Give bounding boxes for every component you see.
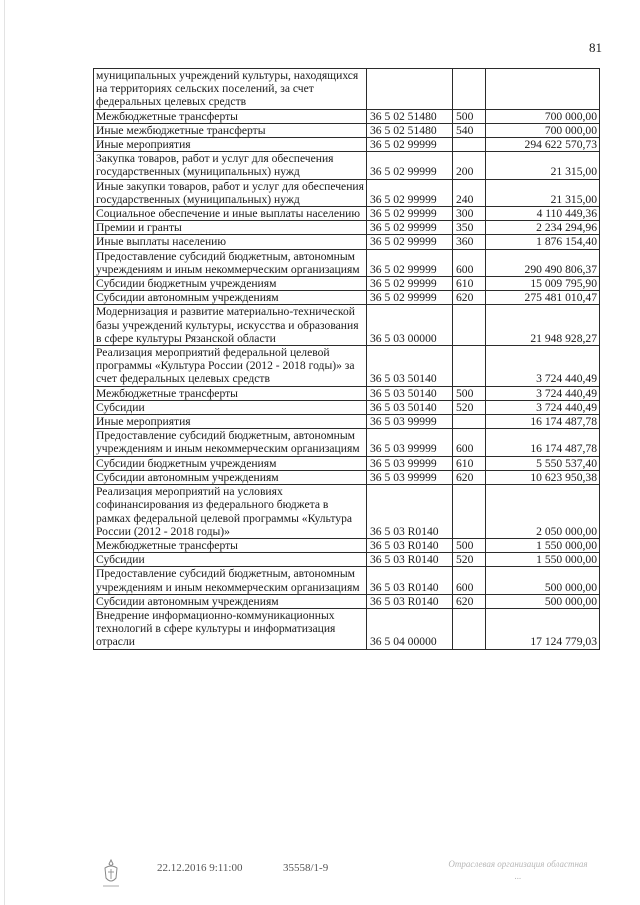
table-row xyxy=(94,470,600,484)
footer-date: 22.12.2016 9:11:00 xyxy=(157,862,243,874)
row-code-cell: 36 5 03 R0140 xyxy=(367,594,453,608)
table-row xyxy=(94,485,600,539)
row-sum-cell: 1 550 000,00 xyxy=(486,553,600,567)
row-code-cell: 36 5 03 R0140 xyxy=(367,485,453,539)
row-sum-cell: 3 724 440,49 xyxy=(486,386,600,400)
row-type-cell: 520 xyxy=(453,400,486,414)
row-type-cell xyxy=(453,415,486,429)
row-type-cell: 360 xyxy=(453,235,486,249)
row-sum-cell: 15 009 795,90 xyxy=(486,277,600,291)
row-sum-cell: 2 050 000,00 xyxy=(486,485,600,539)
row-code-cell: 36 5 03 00000 xyxy=(367,305,453,346)
table-row xyxy=(94,456,600,470)
table-row xyxy=(94,567,600,594)
row-name-cell: Иные закупки товаров, работ и услуг для обеспечения государственных (муниципальных) нужд xyxy=(94,179,367,206)
row-name-cell: Субсидии автономным учреждениям xyxy=(94,470,367,484)
row-sum-cell: 700 000,00 xyxy=(486,109,600,123)
table-row xyxy=(94,109,600,123)
row-name-cell: Межбюджетные трансферты xyxy=(94,538,367,552)
row-sum-cell: 3 724 440,49 xyxy=(486,346,600,387)
row-sum-cell: 500 000,00 xyxy=(486,594,600,608)
table-row xyxy=(94,207,600,221)
table-row xyxy=(94,386,600,400)
row-type-cell: 620 xyxy=(453,470,486,484)
row-sum-cell: 294 622 570,73 xyxy=(486,138,600,152)
row-type-cell: 500 xyxy=(453,538,486,552)
page-number: 81 xyxy=(589,40,602,55)
row-sum-cell: 290 490 806,37 xyxy=(486,249,600,276)
row-code-cell: 36 5 02 99999 xyxy=(367,235,453,249)
table-row xyxy=(94,235,600,249)
table-row xyxy=(94,415,600,429)
row-name-cell: муниципальных учреждений культуры, находящихся на территориях сельских поселений, за счет федеральных целевых средств xyxy=(94,69,367,110)
budget-table-body xyxy=(94,69,600,650)
table-row xyxy=(94,538,600,552)
row-code-cell: 36 5 02 99999 xyxy=(367,291,453,305)
footer-watermark: Отраслевая организация областная ... xyxy=(448,859,588,881)
row-name-cell: Реализация мероприятий на условиях софинансирования из федерального бюджета в рамках федеральной целевой программы «Культура России (2012 - 2018 годы)» xyxy=(94,485,367,539)
row-type-cell: 500 xyxy=(453,109,486,123)
row-sum-cell: 21 315,00 xyxy=(486,152,600,179)
table-row xyxy=(94,594,600,608)
row-code-cell: 36 5 02 99999 xyxy=(367,138,453,152)
scan-edge-line xyxy=(4,0,5,905)
row-code-cell: 36 5 02 99999 xyxy=(367,152,453,179)
row-name-cell: Иные межбюджетные трансферты xyxy=(94,123,367,137)
row-code-cell: 36 5 03 50140 xyxy=(367,346,453,387)
row-sum-cell: 4 110 449,36 xyxy=(486,207,600,221)
table-row xyxy=(94,346,600,387)
row-sum-cell xyxy=(486,69,600,110)
row-sum-cell: 16 174 487,78 xyxy=(486,429,600,456)
table-row xyxy=(94,69,600,110)
row-code-cell: 36 5 02 99999 xyxy=(367,179,453,206)
table-row xyxy=(94,608,600,649)
table-row xyxy=(94,400,600,414)
page-footer xyxy=(0,856,640,896)
row-name-cell: Межбюджетные трансферты xyxy=(94,109,367,123)
row-name-cell: Иные мероприятия xyxy=(94,138,367,152)
row-name-cell: Предоставление субсидий бюджетным, автономным учреждениям и иным некоммерческим организациям xyxy=(94,567,367,594)
row-code-cell: 36 5 02 99999 xyxy=(367,221,453,235)
row-type-cell: 600 xyxy=(453,567,486,594)
row-type-cell: 610 xyxy=(453,277,486,291)
row-name-cell: Иные выплаты населению xyxy=(94,235,367,249)
table-row xyxy=(94,221,600,235)
row-name-cell: Субсидии бюджетным учреждениям xyxy=(94,456,367,470)
row-sum-cell: 3 724 440,49 xyxy=(486,400,600,414)
row-name-cell: Реализация мероприятий федеральной целевой программы «Культура России (2012 - 2018 годы)» за счет федеральных целевых средств xyxy=(94,346,367,387)
row-code-cell: 36 5 03 R0140 xyxy=(367,553,453,567)
coat-of-arms-icon xyxy=(100,858,122,890)
row-type-cell: 520 xyxy=(453,553,486,567)
row-sum-cell: 700 000,00 xyxy=(486,123,600,137)
row-name-cell: Субсидии автономным учреждениям xyxy=(94,291,367,305)
row-type-cell: 620 xyxy=(453,291,486,305)
row-type-cell: 350 xyxy=(453,221,486,235)
table-row xyxy=(94,305,600,346)
row-sum-cell: 16 174 487,78 xyxy=(486,415,600,429)
row-code-cell: 36 5 03 R0140 xyxy=(367,538,453,552)
row-type-cell: 600 xyxy=(453,249,486,276)
table-row xyxy=(94,152,600,179)
row-sum-cell: 10 623 950,38 xyxy=(486,470,600,484)
row-sum-cell: 21 315,00 xyxy=(486,179,600,206)
row-type-cell: 620 xyxy=(453,594,486,608)
row-sum-cell: 1 876 154,40 xyxy=(486,235,600,249)
table-row xyxy=(94,277,600,291)
row-type-cell xyxy=(453,485,486,539)
budget-table xyxy=(93,68,600,650)
row-type-cell xyxy=(453,608,486,649)
row-name-cell: Субсидии xyxy=(94,400,367,414)
table-row xyxy=(94,249,600,276)
row-name-cell: Премии и гранты xyxy=(94,221,367,235)
row-name-cell: Межбюджетные трансферты xyxy=(94,386,367,400)
row-name-cell: Закупка товаров, работ и услуг для обеспечения государственных (муниципальных) нужд xyxy=(94,152,367,179)
row-name-cell: Субсидии автономным учреждениям xyxy=(94,594,367,608)
table-row xyxy=(94,123,600,137)
row-sum-cell: 500 000,00 xyxy=(486,567,600,594)
row-type-cell xyxy=(453,305,486,346)
table-row xyxy=(94,429,600,456)
row-code-cell: 36 5 04 00000 xyxy=(367,608,453,649)
row-code-cell: 36 5 02 51480 xyxy=(367,123,453,137)
row-type-cell xyxy=(453,346,486,387)
row-sum-cell: 1 550 000,00 xyxy=(486,538,600,552)
row-code-cell: 36 5 02 51480 xyxy=(367,109,453,123)
row-sum-cell: 2 234 294,96 xyxy=(486,221,600,235)
footer-doc-id: 35558/1-9 xyxy=(283,862,329,874)
row-code-cell: 36 5 02 99999 xyxy=(367,277,453,291)
row-type-cell: 540 xyxy=(453,123,486,137)
row-code-cell: 36 5 03 99999 xyxy=(367,470,453,484)
row-type-cell: 610 xyxy=(453,456,486,470)
table-row xyxy=(94,138,600,152)
row-code-cell xyxy=(367,69,453,110)
row-type-cell: 500 xyxy=(453,386,486,400)
row-code-cell: 36 5 03 R0140 xyxy=(367,567,453,594)
row-name-cell: Внедрение информационно-коммуникационных технологий в сфере культуры и информатизация отрасли xyxy=(94,608,367,649)
table-row xyxy=(94,291,600,305)
row-code-cell: 36 5 02 99999 xyxy=(367,249,453,276)
row-name-cell: Иные мероприятия xyxy=(94,415,367,429)
row-code-cell: 36 5 03 50140 xyxy=(367,386,453,400)
row-type-cell: 300 xyxy=(453,207,486,221)
row-sum-cell: 17 124 779,03 xyxy=(486,608,600,649)
row-sum-cell: 275 481 010,47 xyxy=(486,291,600,305)
row-name-cell: Предоставление субсидий бюджетным, автономным учреждениям и иным некоммерческим организациям xyxy=(94,249,367,276)
row-type-cell xyxy=(453,138,486,152)
row-code-cell: 36 5 03 99999 xyxy=(367,456,453,470)
row-type-cell: 200 xyxy=(453,152,486,179)
row-sum-cell: 5 550 537,40 xyxy=(486,456,600,470)
row-type-cell: 240 xyxy=(453,179,486,206)
table-row xyxy=(94,553,600,567)
row-code-cell: 36 5 02 99999 xyxy=(367,207,453,221)
row-sum-cell: 21 948 928,27 xyxy=(486,305,600,346)
row-name-cell: Субсидии xyxy=(94,553,367,567)
row-name-cell: Модернизация и развитие материально-технической базы учреждений культуры, искусства и образования в сфере культуры Рязанской области xyxy=(94,305,367,346)
row-code-cell: 36 5 03 99999 xyxy=(367,415,453,429)
row-code-cell: 36 5 03 50140 xyxy=(367,400,453,414)
row-name-cell: Субсидии бюджетным учреждениям xyxy=(94,277,367,291)
row-code-cell: 36 5 03 99999 xyxy=(367,429,453,456)
row-type-cell xyxy=(453,69,486,110)
row-type-cell: 600 xyxy=(453,429,486,456)
row-name-cell: Предоставление субсидий бюджетным, автономным учреждениям и иным некоммерческим организациям xyxy=(94,429,367,456)
row-name-cell: Социальное обеспечение и иные выплаты населению xyxy=(94,207,367,221)
table-row xyxy=(94,179,600,206)
